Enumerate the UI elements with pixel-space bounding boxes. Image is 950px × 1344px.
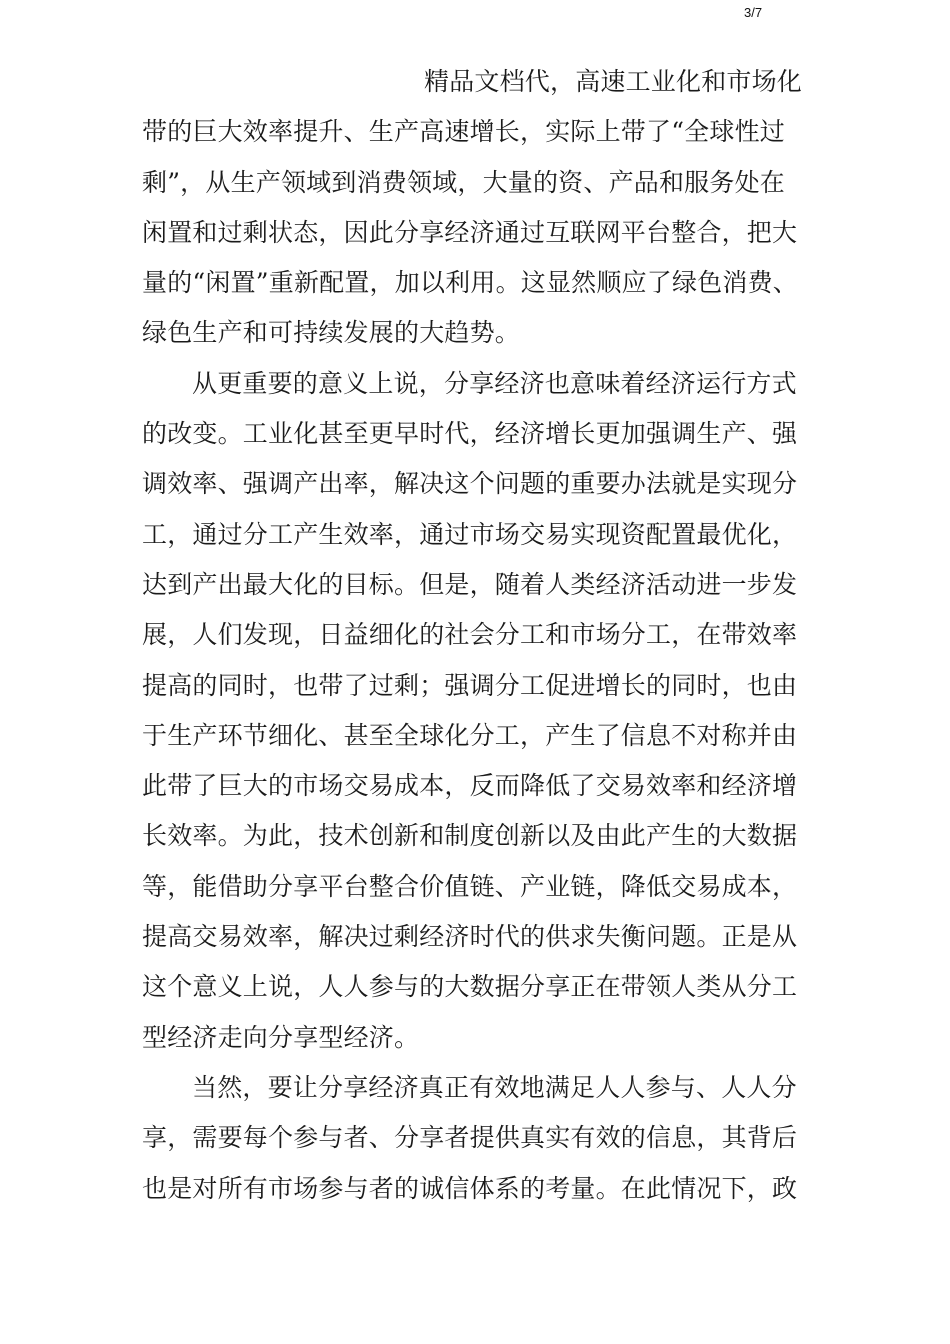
text-line: 精品文档代，高速工业化和市场化 xyxy=(424,67,803,96)
paragraph-3 xyxy=(142,1063,822,1214)
text-line: 提高的同时，也带了过剩；强调分工促进增长的同时，也由 xyxy=(142,670,798,700)
text-line: 等，能借助分享平台整合价值链、产业链，降低交易成本， xyxy=(142,871,798,901)
text-line: 型经济走向分享型经济。 xyxy=(142,1022,420,1052)
text-line: 于生产环节细化、甚至全球化分工，产生了信息不对称并由 xyxy=(142,720,798,750)
text-line: 的改变。工业化甚至更早时代，经济增长更加强调生产、强 xyxy=(142,419,798,449)
page-number: 3/7 xyxy=(744,5,763,20)
text-line: 展，人们发现，日益细化的社会分工和市场分工，在带效率 xyxy=(142,620,798,650)
text-line: 长效率。为此，技术创新和制度创新以及由此产生的大数据 xyxy=(142,821,798,851)
text-line: 量的“闲置”重新配置，加以利用。这显然顺应了绿色消费、 xyxy=(142,268,798,298)
text-line: 也是对所有市场参与者的诚信体系的考量。在此情况下，政 xyxy=(142,1173,798,1203)
text-line: 达到产出最大化的目标。但是，随着人类经济活动进一步发 xyxy=(142,569,798,599)
text-line: 带的巨大效率提升、生产高速增长，实际上带了“全球性过 xyxy=(142,117,785,147)
text-line: 提高交易效率，解决过剩经济时代的供求失衡问题。正是从 xyxy=(142,922,798,952)
text-line: 调效率、强调产出率，解决这个问题的重要办法就是实现分 xyxy=(142,469,798,499)
document-body xyxy=(142,57,822,1214)
paragraph-1 xyxy=(142,57,822,359)
paragraph-2 xyxy=(142,359,822,1063)
text-line: 这个意义上说，人人参与的大数据分享正在带领人类从分工 xyxy=(142,972,798,1002)
text-line: 此带了巨大的市场交易成本，反而降低了交易效率和经济增 xyxy=(142,771,798,801)
text-line: 工，通过分工产生效率，通过市场交易实现资配置最优化， xyxy=(142,519,798,549)
text-line: 从更重要的意义上说，分享经济也意味着经济运行方式 xyxy=(192,368,797,398)
text-line: 剩”，从生产领域到消费领域，大量的资、产品和服务处在 xyxy=(142,167,785,197)
text-line: 当然，要让分享经济真正有效地满足人人参与、人人分 xyxy=(192,1072,797,1102)
text-line: 闲置和过剩状态，因此分享经济通过互联网平台整合，把大 xyxy=(142,217,798,247)
text-line: 享，需要每个参与者、分享者提供真实有效的信息，其背后 xyxy=(142,1123,798,1153)
text-line: 绿色生产和可持续发展的大趋势。 xyxy=(142,318,521,348)
